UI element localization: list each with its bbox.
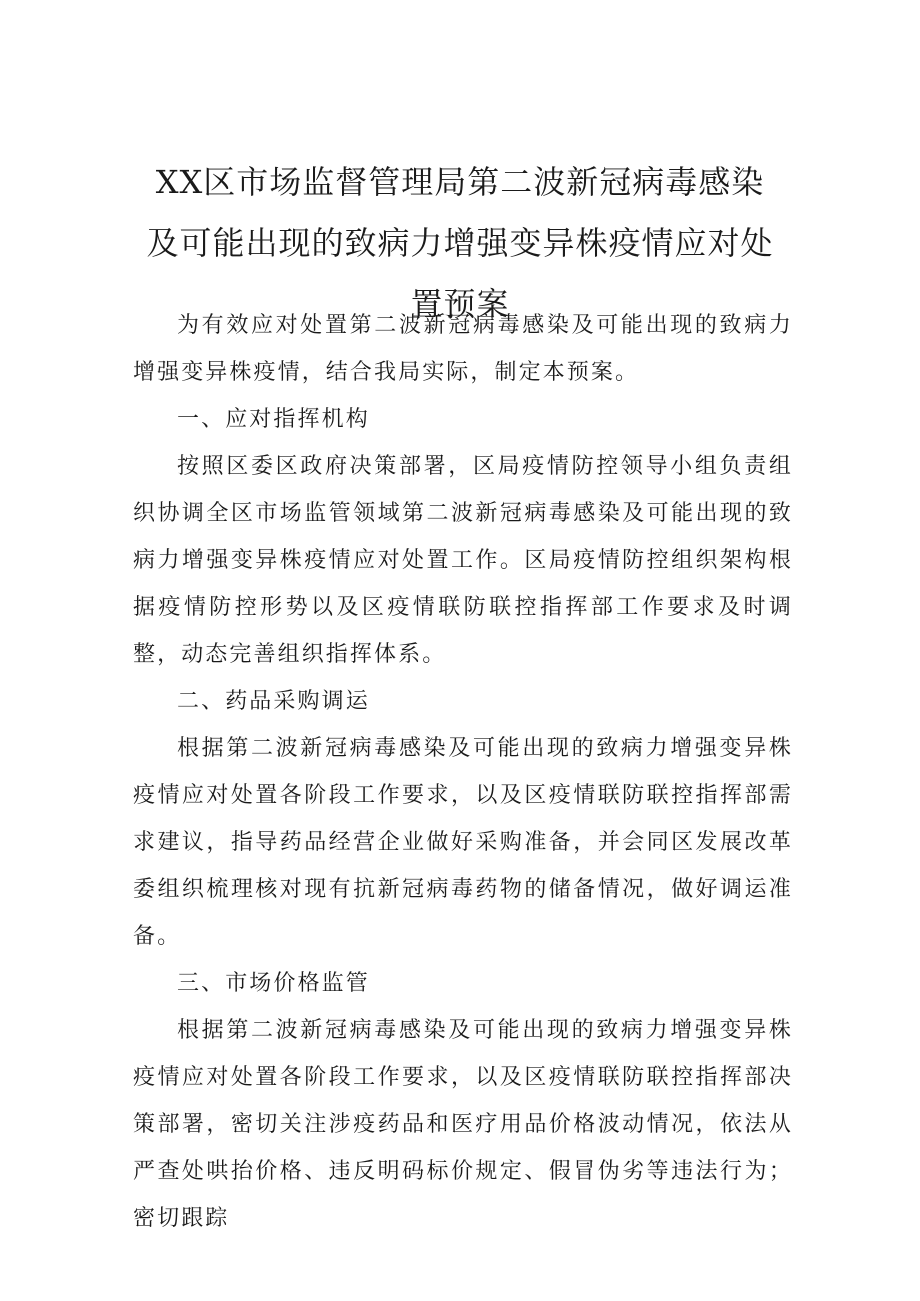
section-heading-command: 一、应对指挥机构 bbox=[177, 407, 370, 432]
section-heading-drug-procurement: 二、药品采购调运 bbox=[177, 689, 370, 714]
intro-paragraph: 为有效应对处置第二波新冠病毒感染及可能出现的致病力增强变异株疫情，结合我局实际，制定本预案。 bbox=[133, 313, 793, 385]
document-title: XX区市场监督管理局第二波新冠病毒感染及可能出现的致病力增强变异株疫情应对处置预案 bbox=[146, 163, 774, 323]
section-text-command: 按照区委区政府决策部署，区局疫情防控领导小组负责组织协调全区市场监管领域第二波新冠病毒感染及可能出现的致病力增强变异株疫情应对处置工作。区局疫情防控组织架构根据疫情防控形势以及区疫情联防联控指挥部工作要求及时调整，动态完善组织指挥体系。 bbox=[133, 454, 793, 667]
section-text-drug-procurement: 根据第二波新冠病毒感染及可能出现的致病力增强变异株疫情应对处置各阶段工作要求，以及区疫情联防联控指挥部需求建议，指导药品经营企业做好采购准备，并会同区发展改革委组织梳理核对现有抗新冠病毒药物的储备情况，做好调运准备。 bbox=[133, 736, 793, 949]
section-heading-price-supervision: 三、市场价格监管 bbox=[177, 971, 370, 996]
document-body bbox=[133, 302, 793, 1242]
section-text-price-supervision: 根据第二波新冠病毒感染及可能出现的致病力增强变异株疫情应对处置各阶段工作要求，以及区疫情联防联控指挥部决策部署，密切关注涉疫药品和医疗用品价格波动情况，依法从严查处哄抬价格、违反明码标价规定、假冒伪劣等违法行为；密切跟踪 bbox=[133, 1018, 793, 1231]
